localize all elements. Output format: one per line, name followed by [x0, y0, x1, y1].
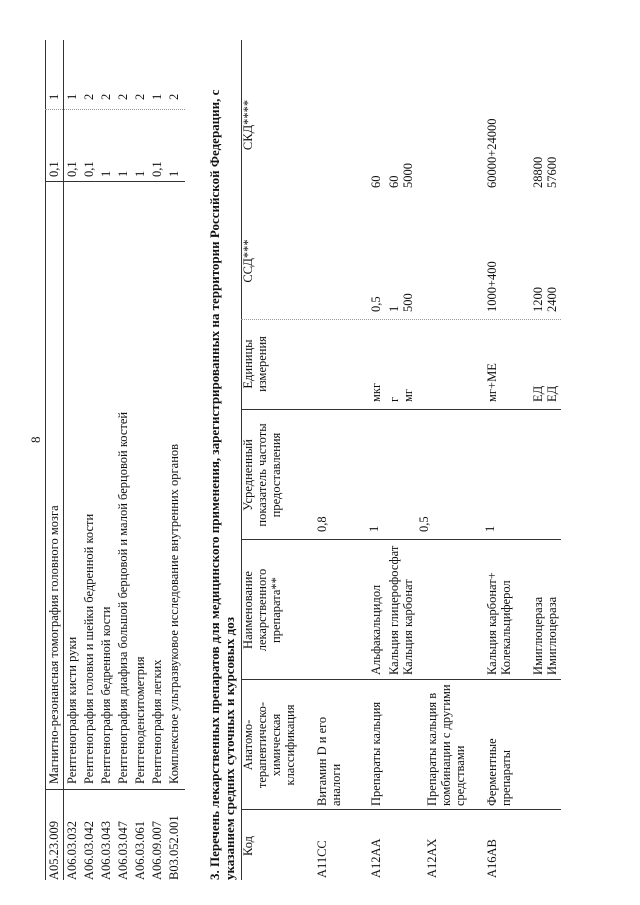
service-frequency: 1 — [99, 170, 113, 177]
atc-group-name: Ферментные препараты — [485, 738, 513, 806]
service-frequency: 1 — [116, 170, 130, 177]
service-count: 2 — [82, 93, 96, 100]
service-frequency: 0,1 — [150, 161, 164, 177]
table-row — [116, 40, 133, 880]
drug-name: Имиглюцераза — [531, 596, 545, 675]
table-row — [47, 40, 64, 880]
service-code: B03.052.001 — [167, 815, 181, 880]
service-name: Рентгенография головки и шейки бедренной кости — [82, 513, 96, 784]
service-name: Рентгенография легких — [150, 659, 164, 784]
service-code: A06.03.032 — [65, 820, 79, 880]
service-name: Рентгенография бедренной кости — [99, 606, 113, 784]
table-row — [65, 40, 82, 880]
drug-ssd: 1 — [387, 305, 401, 312]
service-count: 2 — [167, 93, 181, 100]
table-row — [133, 40, 150, 880]
atc-code: A12AX — [425, 838, 439, 878]
atc-code: A11CC — [315, 840, 329, 878]
drug-units: ЕД — [545, 385, 559, 402]
drug-ssd: 1000+400 — [485, 261, 499, 312]
section-3-title: 3. Перечень лекарственных препаратов для медицинского применения, зарегистрированных на территории Российской Федерации, с указанием средних суточных и курсовых доз — [207, 89, 237, 880]
drug-frequency: 1 — [483, 525, 497, 532]
table-row — [150, 40, 167, 880]
service-frequency: 0,1 — [82, 161, 96, 177]
table-row — [167, 40, 184, 880]
service-frequency: 1 — [133, 170, 147, 177]
service-code: A06.03.042 — [82, 820, 96, 880]
service-count: 2 — [116, 93, 130, 100]
page-number: 8 — [28, 436, 43, 443]
atc-code: A12AA — [369, 838, 383, 878]
group-frequency: 0,8 — [315, 516, 329, 532]
drug-ssd: 2400 — [545, 287, 559, 312]
drug-ssd: 0,5 — [369, 296, 383, 312]
table-row — [82, 40, 99, 880]
drug-skd: 60 — [387, 175, 401, 188]
drug-skd: 60000+24000 — [485, 118, 499, 188]
drug-skd: 28800 — [531, 156, 545, 188]
drug-units: мг — [401, 388, 415, 402]
drug-units: мг+МЕ — [485, 363, 499, 402]
drugs-table — [241, 40, 561, 880]
atc-code: A16AB — [485, 839, 499, 878]
drug-name: Альфакальцидол — [369, 584, 383, 675]
drug-frequency: 1 — [367, 525, 381, 532]
header-frequency: Усредненный показатель частоты предоставления — [241, 423, 283, 527]
service-count: 1 — [150, 93, 164, 100]
header-atc: Анатомо-терапевтическо-химическая классификация — [241, 701, 297, 789]
header-units: Единицы измерения — [241, 336, 269, 392]
service-name: Рентгенография кисти руки — [65, 636, 79, 784]
service-name: Магнитно-резонансная томография головного мозга — [47, 505, 61, 784]
drug-ssd: 1200 — [531, 287, 545, 312]
service-name: Рентгеноденситометрия — [133, 656, 147, 784]
drug-skd: 57600 — [545, 156, 559, 188]
service-count: 1 — [65, 93, 79, 100]
service-frequency: 0,1 — [65, 161, 79, 177]
atc-group-name: Препараты кальция в комбинации с другими средствами — [425, 684, 467, 806]
service-code: A06.03.043 — [99, 820, 113, 880]
drug-units: мкг — [369, 382, 383, 402]
rotated-page-content — [45, 25, 565, 880]
table-row — [99, 40, 116, 880]
service-frequency: 0,1 — [47, 161, 61, 177]
service-count: 2 — [99, 93, 113, 100]
header-code: Код — [241, 836, 255, 856]
atc-group-name: Препараты кальция — [369, 701, 383, 806]
service-name: Рентгенография диафиза большой берцовой и малой берцовой костей — [116, 411, 130, 784]
header-skd: СКД**** — [241, 99, 255, 151]
drug-skd: 60 — [369, 175, 383, 188]
drug-name: Кальция карбонат — [401, 579, 415, 675]
service-count: 2 — [133, 93, 147, 100]
service-count: 1 — [47, 93, 61, 100]
drug-units: ЕД — [531, 385, 545, 402]
drug-units: г — [387, 396, 401, 402]
drug-name: Имиглюцераза — [545, 596, 559, 675]
drug-skd: 5000 — [401, 163, 415, 188]
service-code: A06.03.047 — [116, 820, 130, 880]
service-frequency: 1 — [167, 170, 181, 177]
drug-ssd: 500 — [401, 293, 415, 312]
drug-name: Кальция карбонат+ Колекальциферол — [485, 572, 513, 675]
service-code: A06.03.061 — [133, 820, 147, 880]
service-code: A05.23.009 — [47, 820, 61, 880]
service-name: Комплексное ультразвуковое исследование внутренних органов — [167, 443, 181, 784]
drug-name: Кальция глицерофосфат — [387, 545, 401, 675]
header-drug: Наименование лекарственного препарата** — [241, 568, 283, 652]
drug-frequency: 0,5 — [417, 516, 431, 532]
header-ssd: ССД*** — [241, 239, 255, 283]
service-code: A06.09.007 — [150, 820, 164, 880]
atc-group-name: Витамин D и его аналоги — [315, 716, 343, 806]
